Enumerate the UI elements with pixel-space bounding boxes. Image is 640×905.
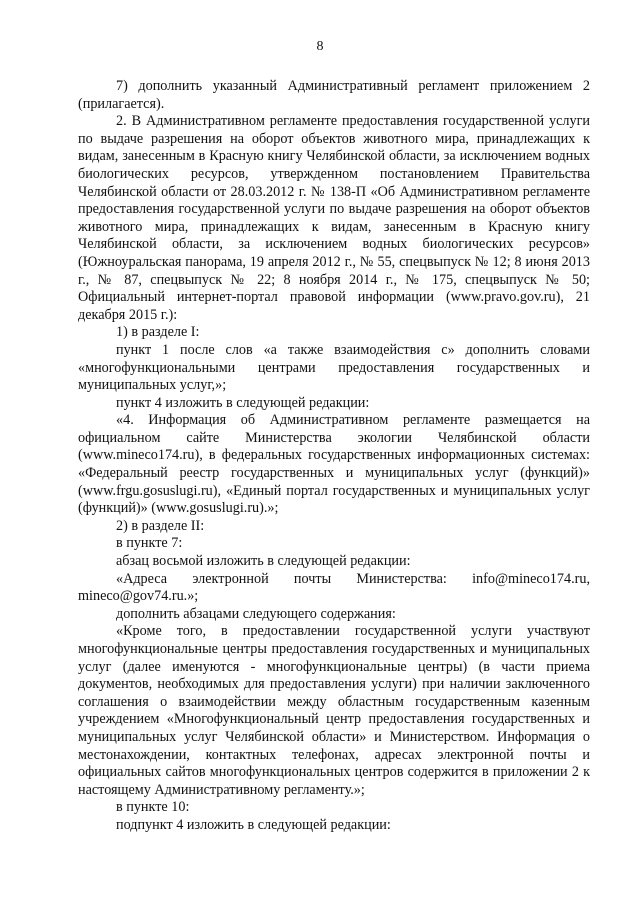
paragraph: в пункте 10: [116,799,190,816]
paragraph: «Кроме того, в предоставлении государственной услуги участвуют многофункциональные центры предоставления государственных и муниципальных услуг (далее именуются - многофункциональные центры) (в части приема документов, необходимых для предоставления услуги) при наличии заключенного соглашения о взаимодействии между областным государственным казенным учреждением «Многофункциональный центр предоставления государственных и муниципальных услуг Челябинской области» и Министерством. Информация о местонахождении, контактных телефонах, адресах электронной почты и официальных сайтов многофункциональных центров содержится в приложении 2 к настоящему Административному регламенту.»; [78,623,590,798]
paragraph: 1) в разделе I: [116,324,200,341]
paragraph: «4. Информация об Административном регламенте размещается на официальном сайте Министерства экологии Челябинской области (www.mineco174.ru), в федеральных государственных информационных системах: «Федеральный реестр государственных и муниципальных услуг (функций)» (www.frgu.gosuslugi.ru), «Единый портал государственных и муниципальных услуг (функций)» (www.gosuslugi.ru).»; [78,412,590,517]
paragraph: абзац восьмой изложить в следующей редакции: [116,553,411,570]
paragraph: 2. В Административном регламенте предоставления государственной услуги по выдаче разрешения на оборот объектов животного мира, принадлежащих к видам, занесенным в Красную книгу Челябинской области, за исключением водных биологических ресурсов, утвержденном постановлением Правительства Челябинской области от 28.03.2012 г. № 138-П «Об Административном регламенте предоставления государственной услуги по выдаче разрешения на оборот объектов животного мира, принадлежащих к видам, занесенным в Красную книгу Челябинской области, за исключением водных биологических ресурсов» (Южноуральская панорама, 19 апреля 2012 г., № 55, спецвыпуск № 12; 8 июня 2013 г., № 87, спецвыпуск № 22; 8 ноября 2014 г., № 175, спецвыпуск № 50; Официальный интернет-портал правовой информации (www.pravo.gov.ru), 21 декабря 2015 г.): [78,113,590,323]
paragraph: в пункте 7: [116,535,183,552]
paragraph: пункт 1 после слов «а также взаимодействия с» дополнить словами «многофункциональными центрами предоставления государственных и муниципальных услуг,»; [78,341,590,394]
page-number: 8 [316,39,324,54]
paragraph: 2) в разделе II: [116,517,205,534]
document-body [78,78,590,835]
paragraph: 7) дополнить указанный Административный регламент приложением 2 (прилагается). [78,78,590,112]
paragraph: подпункт 4 изложить в следующей редакции: [116,816,391,833]
paragraph: дополнить абзацами следующего содержания: [116,605,396,622]
paragraph: пункт 4 изложить в следующей редакции: [116,394,370,411]
paragraph: «Адреса электронной почты Министерства: info@mineco174.ru, mineco@gov74.ru.»; [78,570,590,605]
